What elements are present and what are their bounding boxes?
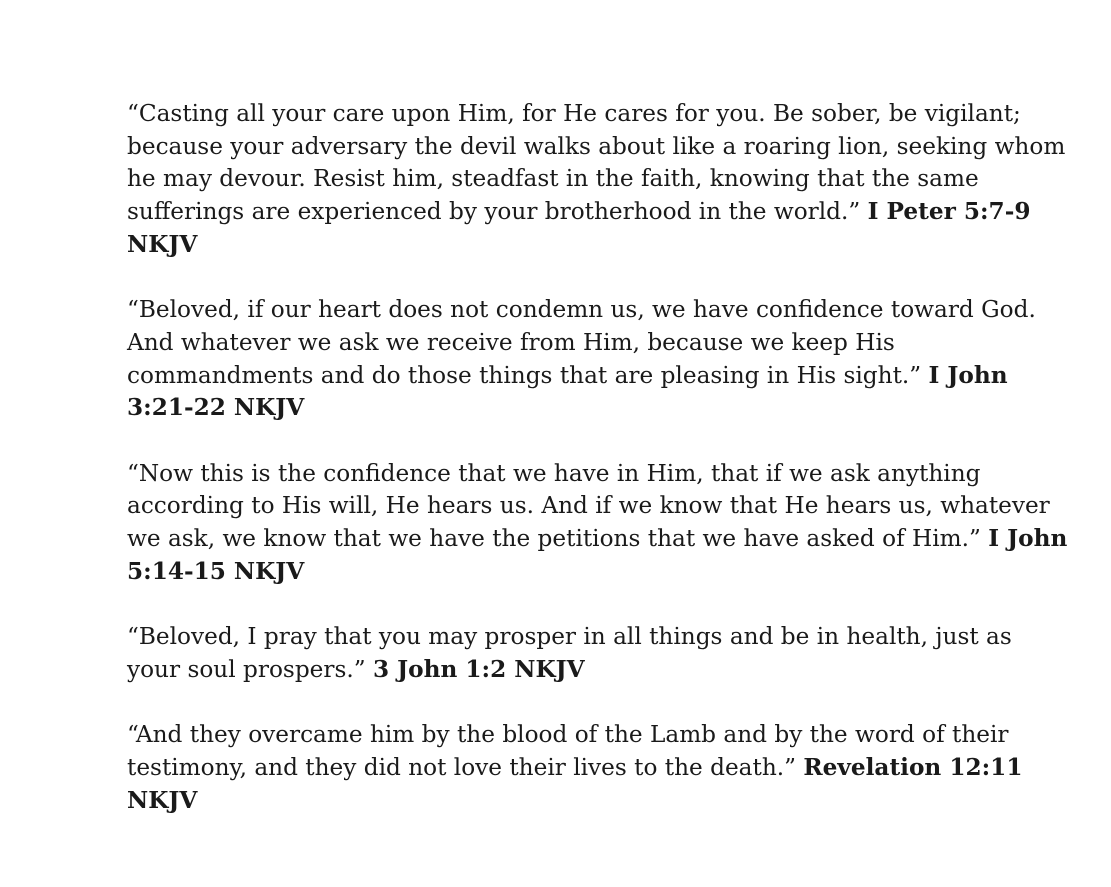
verse-reference: I Peter 5:7-9 NKJV: [127, 198, 1031, 258]
verse-reference: Revelation 12:11 NKJV: [127, 754, 1023, 814]
verse-paragraph: [127, 458, 1072, 589]
verse-paragraph: [127, 621, 1072, 686]
verse-text: “Beloved, I pray that you may prosper in all things and be in health, just as your soul prospers.”: [127, 623, 1012, 683]
verse-reference: I John 3:21-22 NKJV: [127, 361, 1008, 422]
verse-paragraph: [127, 98, 1072, 262]
document-page: [127, 98, 1072, 850]
verse-text: “And they overcame him by the blood of the Lamb and by the word of their testimony, and they did not love their lives to the death.”: [127, 721, 1009, 781]
verse-paragraph: [127, 294, 1072, 425]
verse-reference: I John 5:14-15 NKJV: [127, 525, 1068, 585]
verse-text: “Casting all your care upon Him, for He cares for you. Be sober, be vigilant; because your adversary the devil walks about like a roaring lion, seeking whom he may devour. Resist him, steadfast in the faith, knowing that the same sufferings are experienced by your brotherhood in the world.”: [127, 100, 1066, 226]
verse-paragraph: [127, 719, 1072, 817]
verse-text: “Beloved, if our heart does not condemn us, we have confidence toward God. And whatever we ask we receive from Him, because we keep His commandments and do those things that are pleasing in His sight.”: [127, 296, 1036, 389]
verse-reference: 3 John 1:2 NKJV: [372, 655, 585, 683]
verse-text: “Now this is the confidence that we have in Him, that if we ask anything according to His will, He hears us. And if we know that He hears us, whatever we ask, we know that we have the petitions that we have asked of Him.”: [127, 459, 1050, 553]
